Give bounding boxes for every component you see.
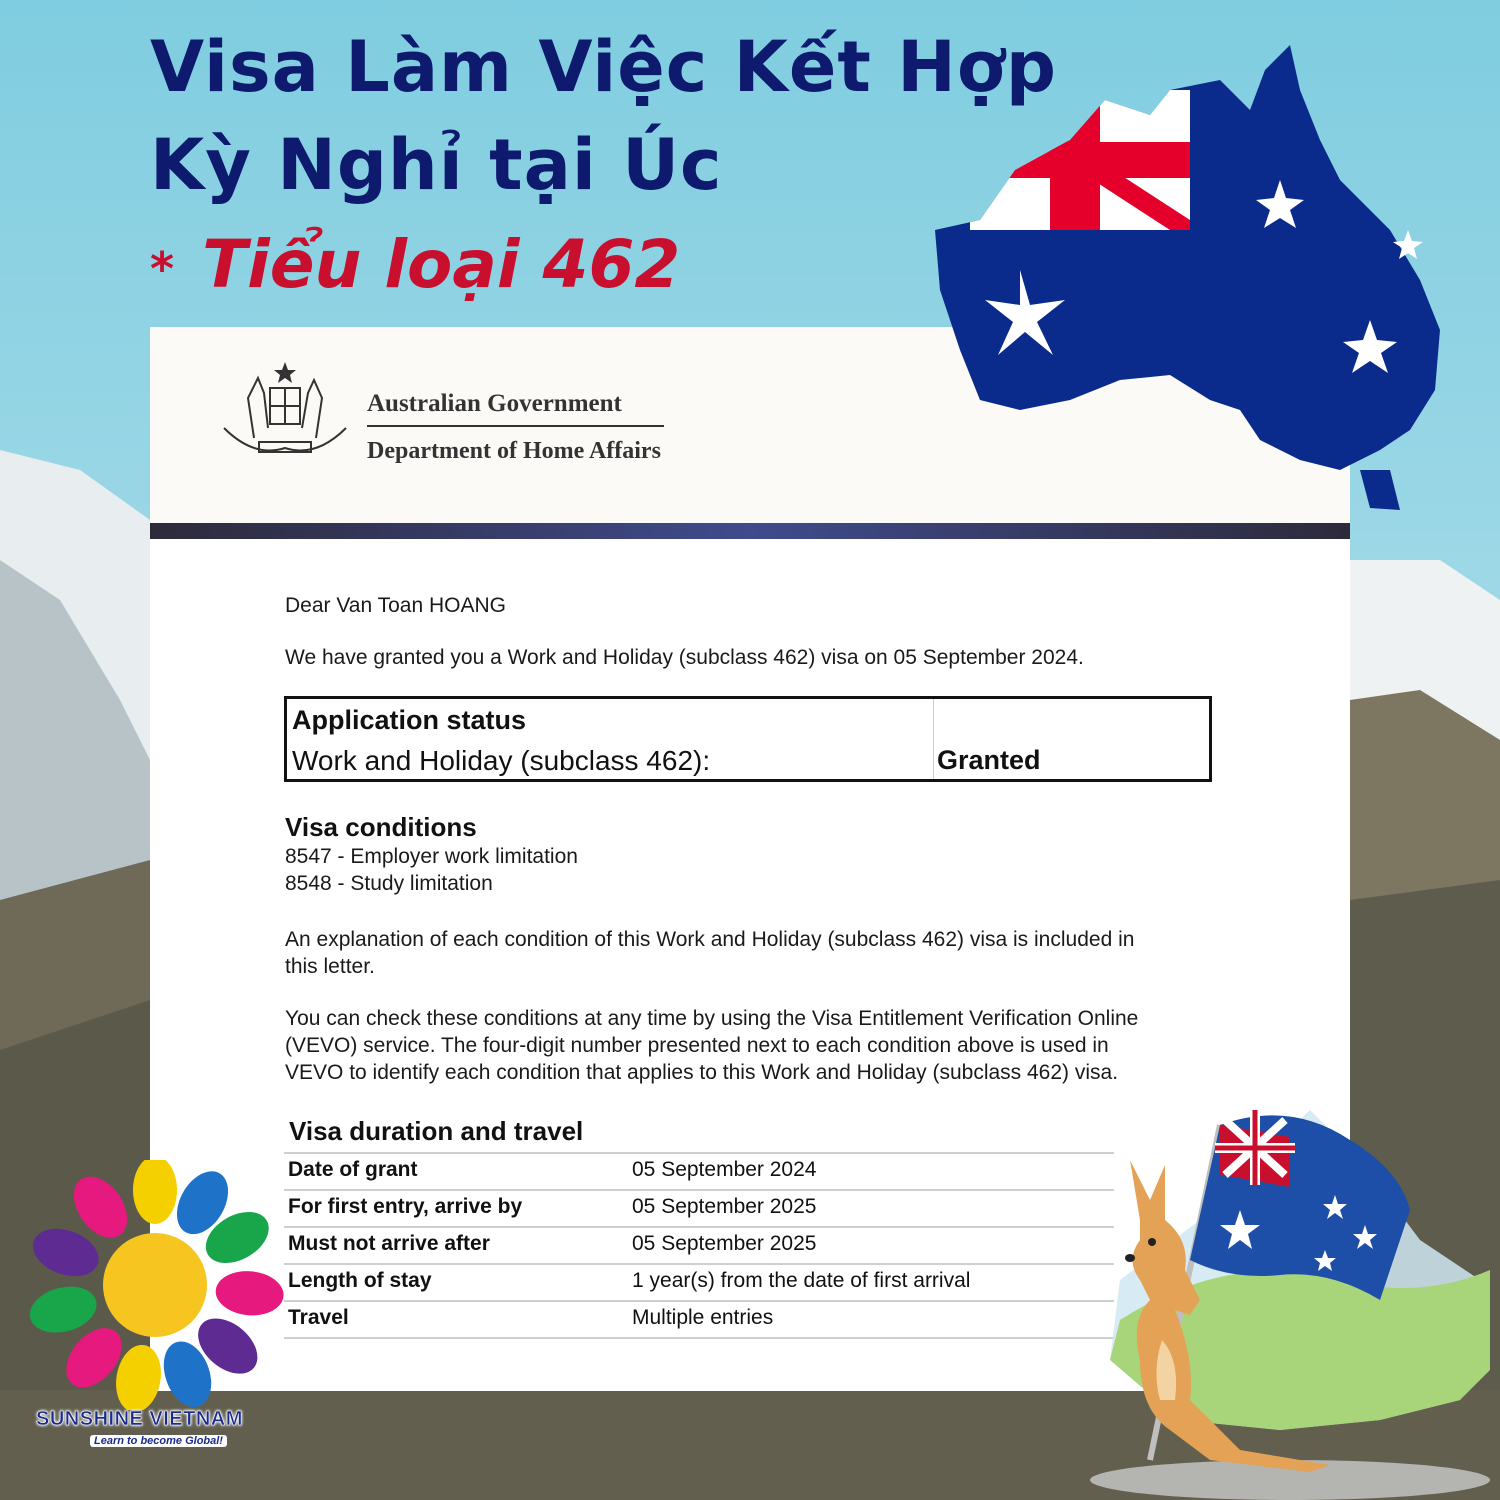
poster-title-line-1: Visa Làm Việc Kết Hợp xyxy=(150,26,1057,108)
department-name: Department of Home Affairs xyxy=(367,438,661,464)
explanation-line-1: An explanation of each condition of this Work and Holiday (subclass 462) visa is included in xyxy=(285,928,1135,951)
logo-name: SUNSHINE VIETNAM xyxy=(36,1408,243,1430)
status-heading: Application status xyxy=(292,705,527,735)
row-label: Date of grant xyxy=(288,1158,418,1181)
letterhead-divider-bar xyxy=(150,523,1350,539)
row-label: For first entry, arrive by xyxy=(288,1195,523,1218)
vevo-line-1: You can check these conditions at any time by using the Visa Entitlement Verification Online xyxy=(285,1007,1139,1030)
row-value: 1 year(s) from the date of first arrival xyxy=(632,1269,971,1292)
status-row-label: Work and Holiday (subclass 462): xyxy=(292,745,711,776)
duration-heading: Visa duration and travel xyxy=(289,1116,584,1146)
table-row xyxy=(284,1300,1114,1339)
government-name-divider xyxy=(367,425,664,427)
table-row xyxy=(284,1189,1114,1226)
kangaroo-with-flag-icon xyxy=(1080,1100,1500,1500)
duration-table xyxy=(284,1152,1114,1339)
coat-of-arms-icon xyxy=(214,358,356,466)
poster-title-line-2: Kỳ Nghỉ tại Úc xyxy=(150,124,723,206)
vevo-line-2: (VEVO) service. The four-digit number presented next to each condition above is used in xyxy=(285,1034,1109,1057)
status-value: Granted xyxy=(937,745,1041,775)
logo-tagline: Learn to become Global! xyxy=(90,1435,227,1447)
grant-sentence: We have granted you a Work and Holiday (subclass 462) visa on 05 September 2024. xyxy=(285,646,1084,669)
row-value: 05 September 2025 xyxy=(632,1195,817,1218)
vevo-line-3: VEVO to identify each condition that applies to this Work and Holiday (subclass 462) visa. xyxy=(285,1061,1119,1084)
row-label: Travel xyxy=(288,1306,349,1329)
row-label: Must not arrive after xyxy=(288,1232,490,1255)
explanation-line-2: this letter. xyxy=(285,955,375,978)
subtitle-text: Tiểu loại 462 xyxy=(202,226,681,303)
row-label: Length of stay xyxy=(288,1269,432,1292)
poster-subtitle xyxy=(150,226,681,303)
status-column-divider xyxy=(933,699,934,779)
condition-item: 8547 - Employer work limitation xyxy=(285,845,578,868)
condition-item: 8548 - Study limitation xyxy=(285,872,493,895)
greeting: Dear Van Toan HOANG xyxy=(285,594,506,617)
row-value: 05 September 2024 xyxy=(632,1158,817,1181)
row-value: 05 September 2025 xyxy=(632,1232,817,1255)
sunshine-vietnam-logo xyxy=(25,1160,285,1410)
table-row xyxy=(284,1263,1114,1300)
row-value: Multiple entries xyxy=(632,1306,774,1329)
table-row xyxy=(284,1152,1114,1189)
table-row xyxy=(284,1226,1114,1263)
application-status-box xyxy=(284,696,1212,782)
government-name: Australian Government xyxy=(367,390,622,417)
asterisk-bullet: * xyxy=(150,241,175,296)
australia-flag-map-icon xyxy=(920,30,1460,520)
conditions-heading: Visa conditions xyxy=(285,812,477,842)
